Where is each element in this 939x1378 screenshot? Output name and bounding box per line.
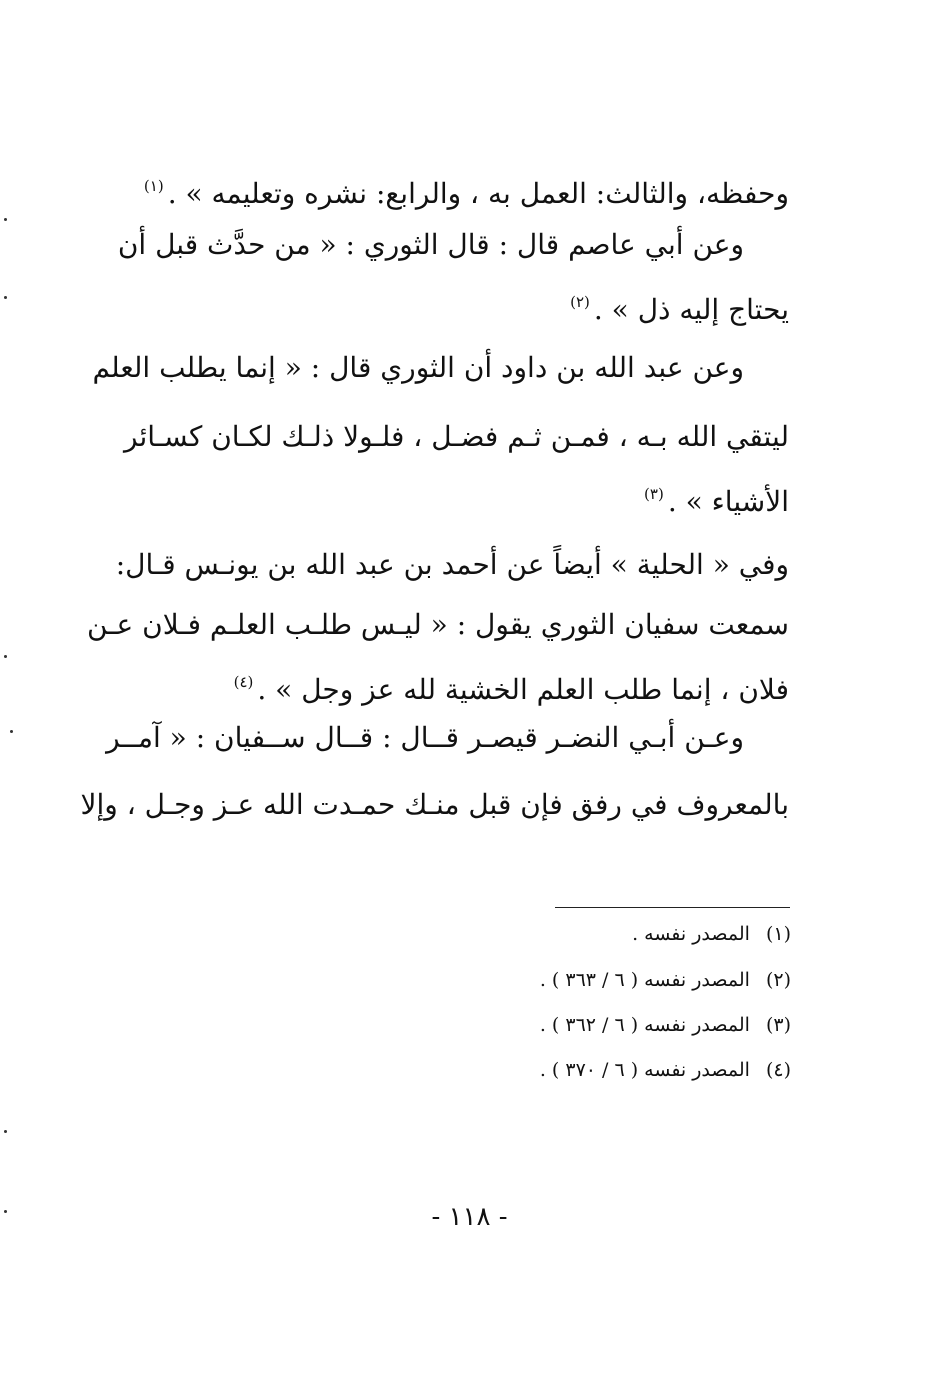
scan-speck: [4, 655, 7, 658]
scan-speck: [4, 1130, 7, 1133]
footnote-number: (٤): [765, 1059, 791, 1081]
line-text: وحفظه، والثالث: العمل به ، والرابع: نشره وتعليمه » .: [167, 177, 789, 210]
line-text: سمعت سفيان الثوري يقول : « ليـس طلـب العلـم فـلان عـن: [87, 608, 789, 641]
text-line-8: [87, 605, 789, 645]
text-line-2: [117, 225, 744, 265]
footnote-number: (١): [765, 923, 791, 945]
line-text: ليتقي الله بـه ، فمـن ثـم فضـل ، فلـولا ذلـك لكـان كسـائر: [124, 420, 789, 453]
footnote-number: (٢): [765, 969, 791, 991]
line-text: وعـن أبـي النضـر قيصـر قــال : قــال ســفيان : « آمــر: [106, 721, 744, 754]
scan-speck: [4, 1210, 7, 1213]
scan-speck: [10, 730, 13, 733]
footnote-text: المصدر نفسه ( ٦ / ٣٧٠ ) .: [539, 1059, 750, 1081]
footnote-ref[interactable]: (٤): [233, 673, 254, 691]
page-number: - ١١٨ -: [431, 1202, 508, 1232]
text-line-6: [199, 474, 789, 518]
footnote-separator: [555, 907, 790, 908]
footnote-1: [632, 920, 791, 948]
footnote-text: المصدر نفسه ( ٦ / ٣٦٣ ) .: [539, 969, 750, 991]
text-line-10: [106, 718, 744, 758]
footnote-text: المصدر نفسه ( ٦ / ٣٦٢ ) .: [539, 1014, 750, 1036]
footnote-ref[interactable]: (١): [143, 177, 164, 195]
text-line-4: [92, 348, 744, 388]
text-line-1: [143, 166, 789, 210]
line-text: فلان ، إنما طلب العلم الخشية لله عز وجل » .: [257, 673, 789, 706]
text-line-7: [115, 545, 789, 585]
scan-speck: [4, 218, 7, 221]
line-text: يحتاج إليه ذل » .: [593, 293, 789, 326]
scan-speck: [4, 296, 7, 299]
line-text: الأشياء » .: [667, 485, 789, 518]
footnote-ref[interactable]: (٢): [570, 293, 590, 311]
line-text: وفي « الحلية » أيضاً عن أحمد بن عبد الله بن يونـس قـال:: [115, 548, 789, 581]
footnote-number: (٣): [765, 1014, 791, 1036]
footnote-3: [540, 1011, 791, 1039]
footnote-ref[interactable]: (٣): [644, 485, 664, 503]
footnote-text: المصدر نفسه .: [632, 923, 750, 945]
text-line-11: [80, 785, 789, 825]
footnote-4: [540, 1056, 791, 1084]
text-line-5: [124, 417, 789, 457]
text-line-3: [199, 282, 789, 326]
line-text: وعن أبي عاصم قال : قال الثوري : « من حدَّث قبل أن: [117, 228, 744, 261]
footnote-2: [540, 966, 791, 994]
text-line-9: [199, 662, 789, 706]
line-text: بالمعروف في رفق فإن قبل منـك حمـدت الله عـز وجـل ، وإلا: [80, 788, 789, 821]
line-text: وعن عبد الله بن داود أن الثوري قال : « إنما يطلب العلم: [92, 351, 744, 384]
